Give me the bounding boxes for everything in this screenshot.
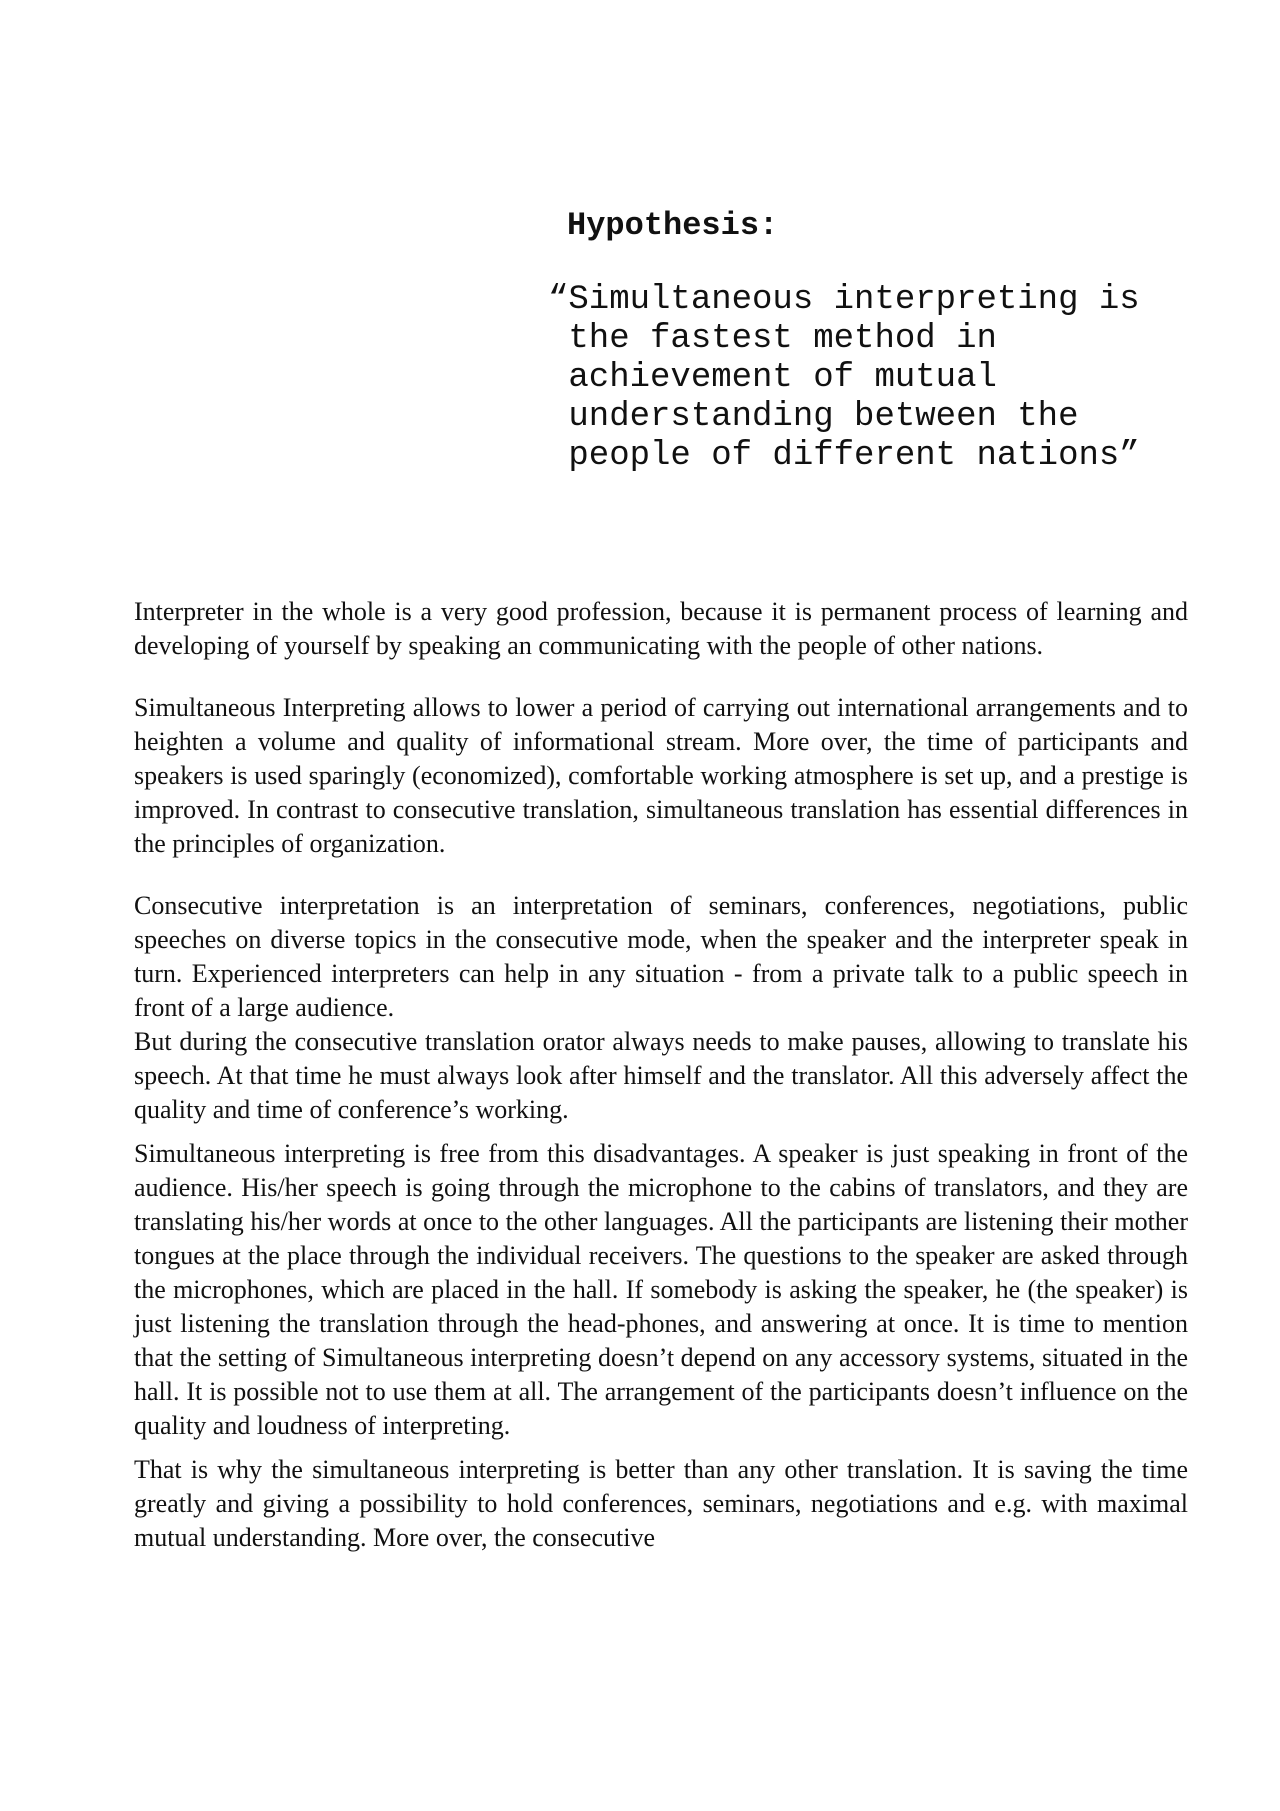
paragraph-conclusion: That is why the simultaneous interpreting is better than any other translation. It is saving the time greatly and giving a possibility to hold conferences, seminars, negotiations and e.g. with maximal mutual understanding. More over, the consecutive xyxy=(134,1455,1188,1552)
body-text xyxy=(134,595,1188,1555)
hypothesis-quote: “Simultaneous interpreting is the fastest method in achievement of mutual understanding between the people of different nations” xyxy=(548,281,1140,475)
paragraph-consecutive-definition: Consecutive interpretation is an interpretation of seminars, conferences, negotiations, public speeches on diverse topics in the consecutive mode, when the speaker and the interpreter speak in turn. Experienced interpreters can help in any situation - from a private talk to a public speech in front of a large audience. xyxy=(134,891,1188,1022)
paragraph-simultaneous-process: Simultaneous interpreting is free from this disadvantages. A speaker is just speaking in front of the audience. His/her speech is going through the microphone to the cabins of translators, and they are translating his/her words at once to the other languages. All the participants are listening their mother tongues at the place through the individual receivers. The questions to the speaker are asked through the microphones, which are placed in the hall. If somebody is asking the speaker, he (the speaker) is just listening the translation through the head-phones, and answering at once. It is time to mention that the setting of Simultaneous interpreting doesn’t depend on any accessory systems, situated in the hall. It is possible not to use them at all. The arrangement of the participants doesn’t influence on the quality and loudness of interpreting. xyxy=(134,1139,1188,1440)
hypothesis-heading: Hypothesis: xyxy=(567,207,779,244)
paragraph-simultaneous-benefits: Simultaneous Interpreting allows to lower a period of carrying out international arrangements and to heighten a volume and quality of informational stream. More over, the time of participants and speakers is used sparingly (economized), comfortable working atmosphere is set up, and a prestige is improved. In contrast to consecutive translation, simultaneous translation has essential differences in the principles of organization. xyxy=(134,693,1188,858)
paragraph-consecutive-drawbacks: But during the consecutive translation orator always needs to make pauses, allowing to translate his speech. At that time he must always look after himself and the translator. All this adversely affect the quality and time of conference’s working. xyxy=(134,1027,1188,1124)
paragraph-intro: Interpreter in the whole is a very good profession, because it is permanent process of learning and developing of yourself by speaking an communicating with the people of other nations. xyxy=(134,597,1188,660)
